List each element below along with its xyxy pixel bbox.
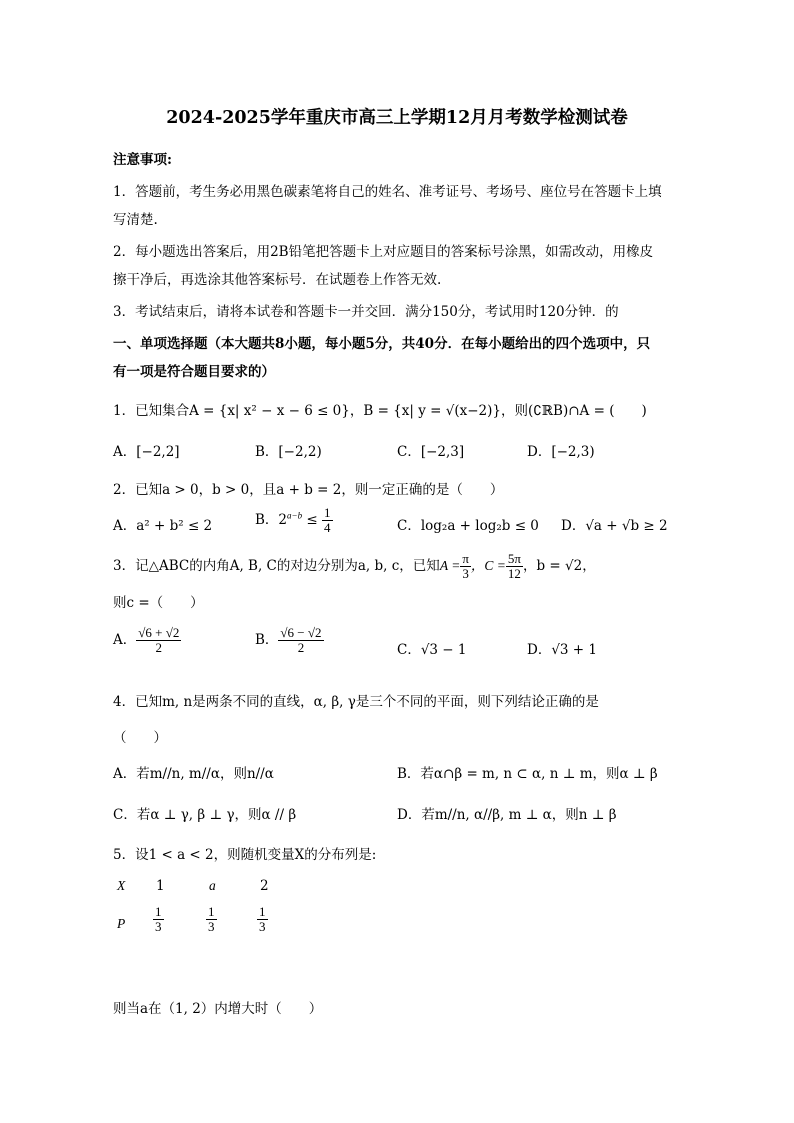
- q4-stem-line-2: （ ）: [113, 730, 167, 746]
- section-1-heading-line-1: 一、单项选择题（本大题共8小题，每小题5分，共40分．在每小题给出的四个选项中，只: [113, 336, 651, 352]
- q2-stem: 2．已知a > 0，b > 0，且a + b = 2，则一定正确的是（ ）: [113, 482, 504, 498]
- q3-option-a-fraction: [136, 626, 181, 655]
- q2-option-b-exponent: a−b: [287, 510, 303, 521]
- q5-p-value-3-numerator: 1: [259, 904, 266, 919]
- q1-option-d: D．[−2,3): [527, 444, 595, 460]
- q5-p-value-1: [153, 905, 164, 934]
- q3-angle-a-denominator: 3: [462, 566, 469, 581]
- q5-stem: 5．设1 < a < 2，则随机变量X的分布列是:: [113, 847, 377, 863]
- q5-row-p-label: P: [117, 916, 126, 931]
- q3-stem-text: 3．记△ABC的内角A, B, C的对边分别为a, b, c，已知: [113, 558, 440, 574]
- q1-option-b: B．[−2,2): [255, 444, 322, 460]
- q3-option-b: [255, 626, 324, 655]
- q3-angle-a-eq: A =: [439, 558, 461, 573]
- q3-angle-c-numerator: 5π: [507, 551, 521, 566]
- q3-option-a-label: A．: [113, 632, 137, 648]
- q4-stem-line-1: 4．已知m, n是两条不同的直线，α, β, γ是三个不同的平面，则下列结论正确的是: [113, 694, 599, 710]
- q2-option-b-fraction: [322, 506, 333, 535]
- q4-option-d: D．若m//n, α//β, m ⊥ α，则n ⊥ β: [397, 807, 617, 823]
- q1-stem: 1．已知集合A = {x| x² − x − 6 ≤ 0}，B = {x| y = √(x−2)}，则(∁ℝB)∩A = ( ): [113, 403, 647, 419]
- q5-p-value-1-denominator: 3: [155, 919, 162, 934]
- q3-angle-a-fraction: [460, 552, 471, 581]
- q3-option-a-denominator: 2: [155, 640, 163, 655]
- q2-option-d: D．√a + √b ≥ 2: [561, 518, 668, 534]
- q5-follow-up: 则当a在（1, 2）内增大时（ ）: [113, 1001, 323, 1017]
- q3-option-b-fraction: [278, 626, 323, 655]
- q2-option-b: [255, 506, 333, 535]
- q2-option-b-relation: ≤: [302, 512, 322, 528]
- q5-row-x-label: X: [117, 878, 126, 893]
- q5-x-value-3: 2: [260, 878, 269, 894]
- q1-option-c: C．[−2,3]: [397, 444, 465, 460]
- q3-angle-a-numerator: π: [462, 551, 469, 566]
- q5-p-value-2-denominator: 3: [208, 919, 215, 934]
- q3-option-c: C．√3 − 1: [397, 642, 467, 658]
- notice-item-2-line-1: 2．每小题选出答案后，用2B铅笔把答题卡上对应题目的答案标号涂黑，如需改动，用橡皮: [113, 244, 654, 260]
- q5-x-value-2: a: [209, 878, 216, 893]
- q3-angle-c-denominator: 12: [507, 566, 521, 581]
- q3-option-a-numerator: √6 + √2: [138, 625, 180, 640]
- q4-option-c: C．若α ⊥ γ, β ⊥ γ，则α // β: [113, 807, 297, 823]
- q2-option-b-numerator: 1: [324, 505, 331, 520]
- q5-x-value-1: 1: [156, 878, 165, 894]
- q1-option-a: A．[−2,2]: [113, 444, 180, 460]
- q2-option-a: A．a² + b² ≤ 2: [113, 518, 213, 534]
- notice-item-3: 3．考试结束后，请将本试卷和答题卡一并交回．满分150分，考试用时120分钟．的: [113, 304, 619, 320]
- notice-item-1-line-1: 1．答题前，考生务必用黑色碳素笔将自己的姓名、准考证号、考场号、座位号在答题卡上填: [113, 184, 662, 200]
- q4-option-a: A．若m//n, m//α，则n//α: [113, 766, 274, 782]
- q2-option-c: C．log₂a + log₂b ≤ 0: [397, 518, 539, 534]
- q3-side-b-eq: ，b = √2，: [522, 558, 596, 574]
- q3-stem: [113, 552, 596, 581]
- q3-option-b-denominator: 2: [297, 640, 305, 655]
- q3-option-b-numerator: √6 − √2: [280, 625, 322, 640]
- q3-option-d: D．√3 + 1: [527, 642, 597, 658]
- page-title: 2024-2025学年重庆市高三上学期12月月考数学检测试卷: [166, 108, 628, 128]
- q4-option-b: B．若α∩β = m, n ⊂ α, n ⊥ m，则α ⊥ β: [397, 766, 658, 782]
- q2-option-b-denominator: 4: [324, 520, 331, 535]
- notice-item-1-line-2: 写清楚.: [113, 212, 158, 228]
- q5-p-value-1-numerator: 1: [155, 904, 162, 919]
- q2-option-b-base: B．2: [255, 512, 288, 528]
- section-1-heading-line-2: 有一项是符合题目要求的）: [113, 364, 275, 380]
- q5-p-value-3-denominator: 3: [259, 919, 266, 934]
- q3-angle-c-fraction: [506, 552, 523, 581]
- q3-option-b-label: B．: [255, 632, 279, 648]
- notice-item-2-line-2: 擦干净后，再选涂其他答案标号．在试题卷上作答无效.: [113, 272, 442, 288]
- q5-p-value-2: [206, 905, 217, 934]
- q5-p-value-3: [257, 905, 268, 934]
- q5-p-value-2-numerator: 1: [208, 904, 215, 919]
- notice-heading: 注意事项:: [113, 152, 172, 168]
- q3-angle-c-eq: ，C =: [470, 558, 506, 573]
- q3-stem-line-2: 则c =（ ）: [113, 595, 204, 611]
- q3-option-a: [113, 626, 181, 655]
